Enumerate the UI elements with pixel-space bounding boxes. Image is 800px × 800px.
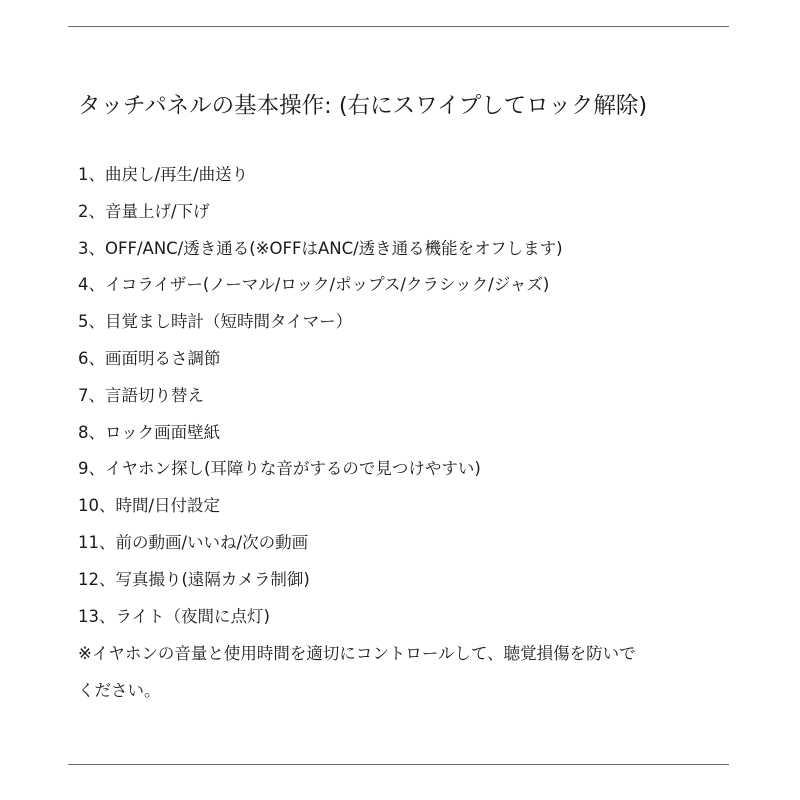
list-item: 3、OFF/ANC/透き通る(※OFFはANC/透き通る機能をオフします) [78, 238, 563, 258]
page-title: タッチパネルの基本操作: (右にスワイプしてロック解除) [78, 93, 648, 119]
list-item: 2、音量上げ/下げ [78, 201, 210, 221]
note-line: ※イヤホンの音量と使用時間を適切にコントロールして、聴覚損傷を防いで [78, 644, 636, 663]
list-item: 13、ライト（夜間に点灯) [78, 606, 270, 626]
list-item: 11、前の動画/いいね/次の動画 [78, 532, 309, 552]
list-item: 5、目覚まし時計（短時間タイマー） [78, 312, 353, 332]
feature-list [78, 157, 738, 635]
list-item: 12、写真撮り(遠隔カメラ制御) [78, 569, 310, 589]
top-divider [68, 26, 729, 27]
list-item: 4、イコライザー(ノーマル/ロック/ポップス/クラシック/ジャズ) [78, 275, 550, 295]
list-item: 6、画面明るさ調節 [78, 348, 221, 368]
note-line: ください。 [78, 680, 161, 700]
list-item: 9、イヤホン探し(耳障りな音がするので見つけやすい) [78, 459, 481, 479]
bottom-divider [68, 764, 729, 765]
list-item: 7、言語切り替え [78, 385, 204, 405]
list-item: 10、時間/日付設定 [78, 496, 221, 516]
list-item: 1、曲戻し/再生/曲送り [78, 165, 249, 184]
list-item: 8、ロック画面壁紙 [78, 422, 221, 442]
hearing-safety-note [78, 636, 728, 710]
